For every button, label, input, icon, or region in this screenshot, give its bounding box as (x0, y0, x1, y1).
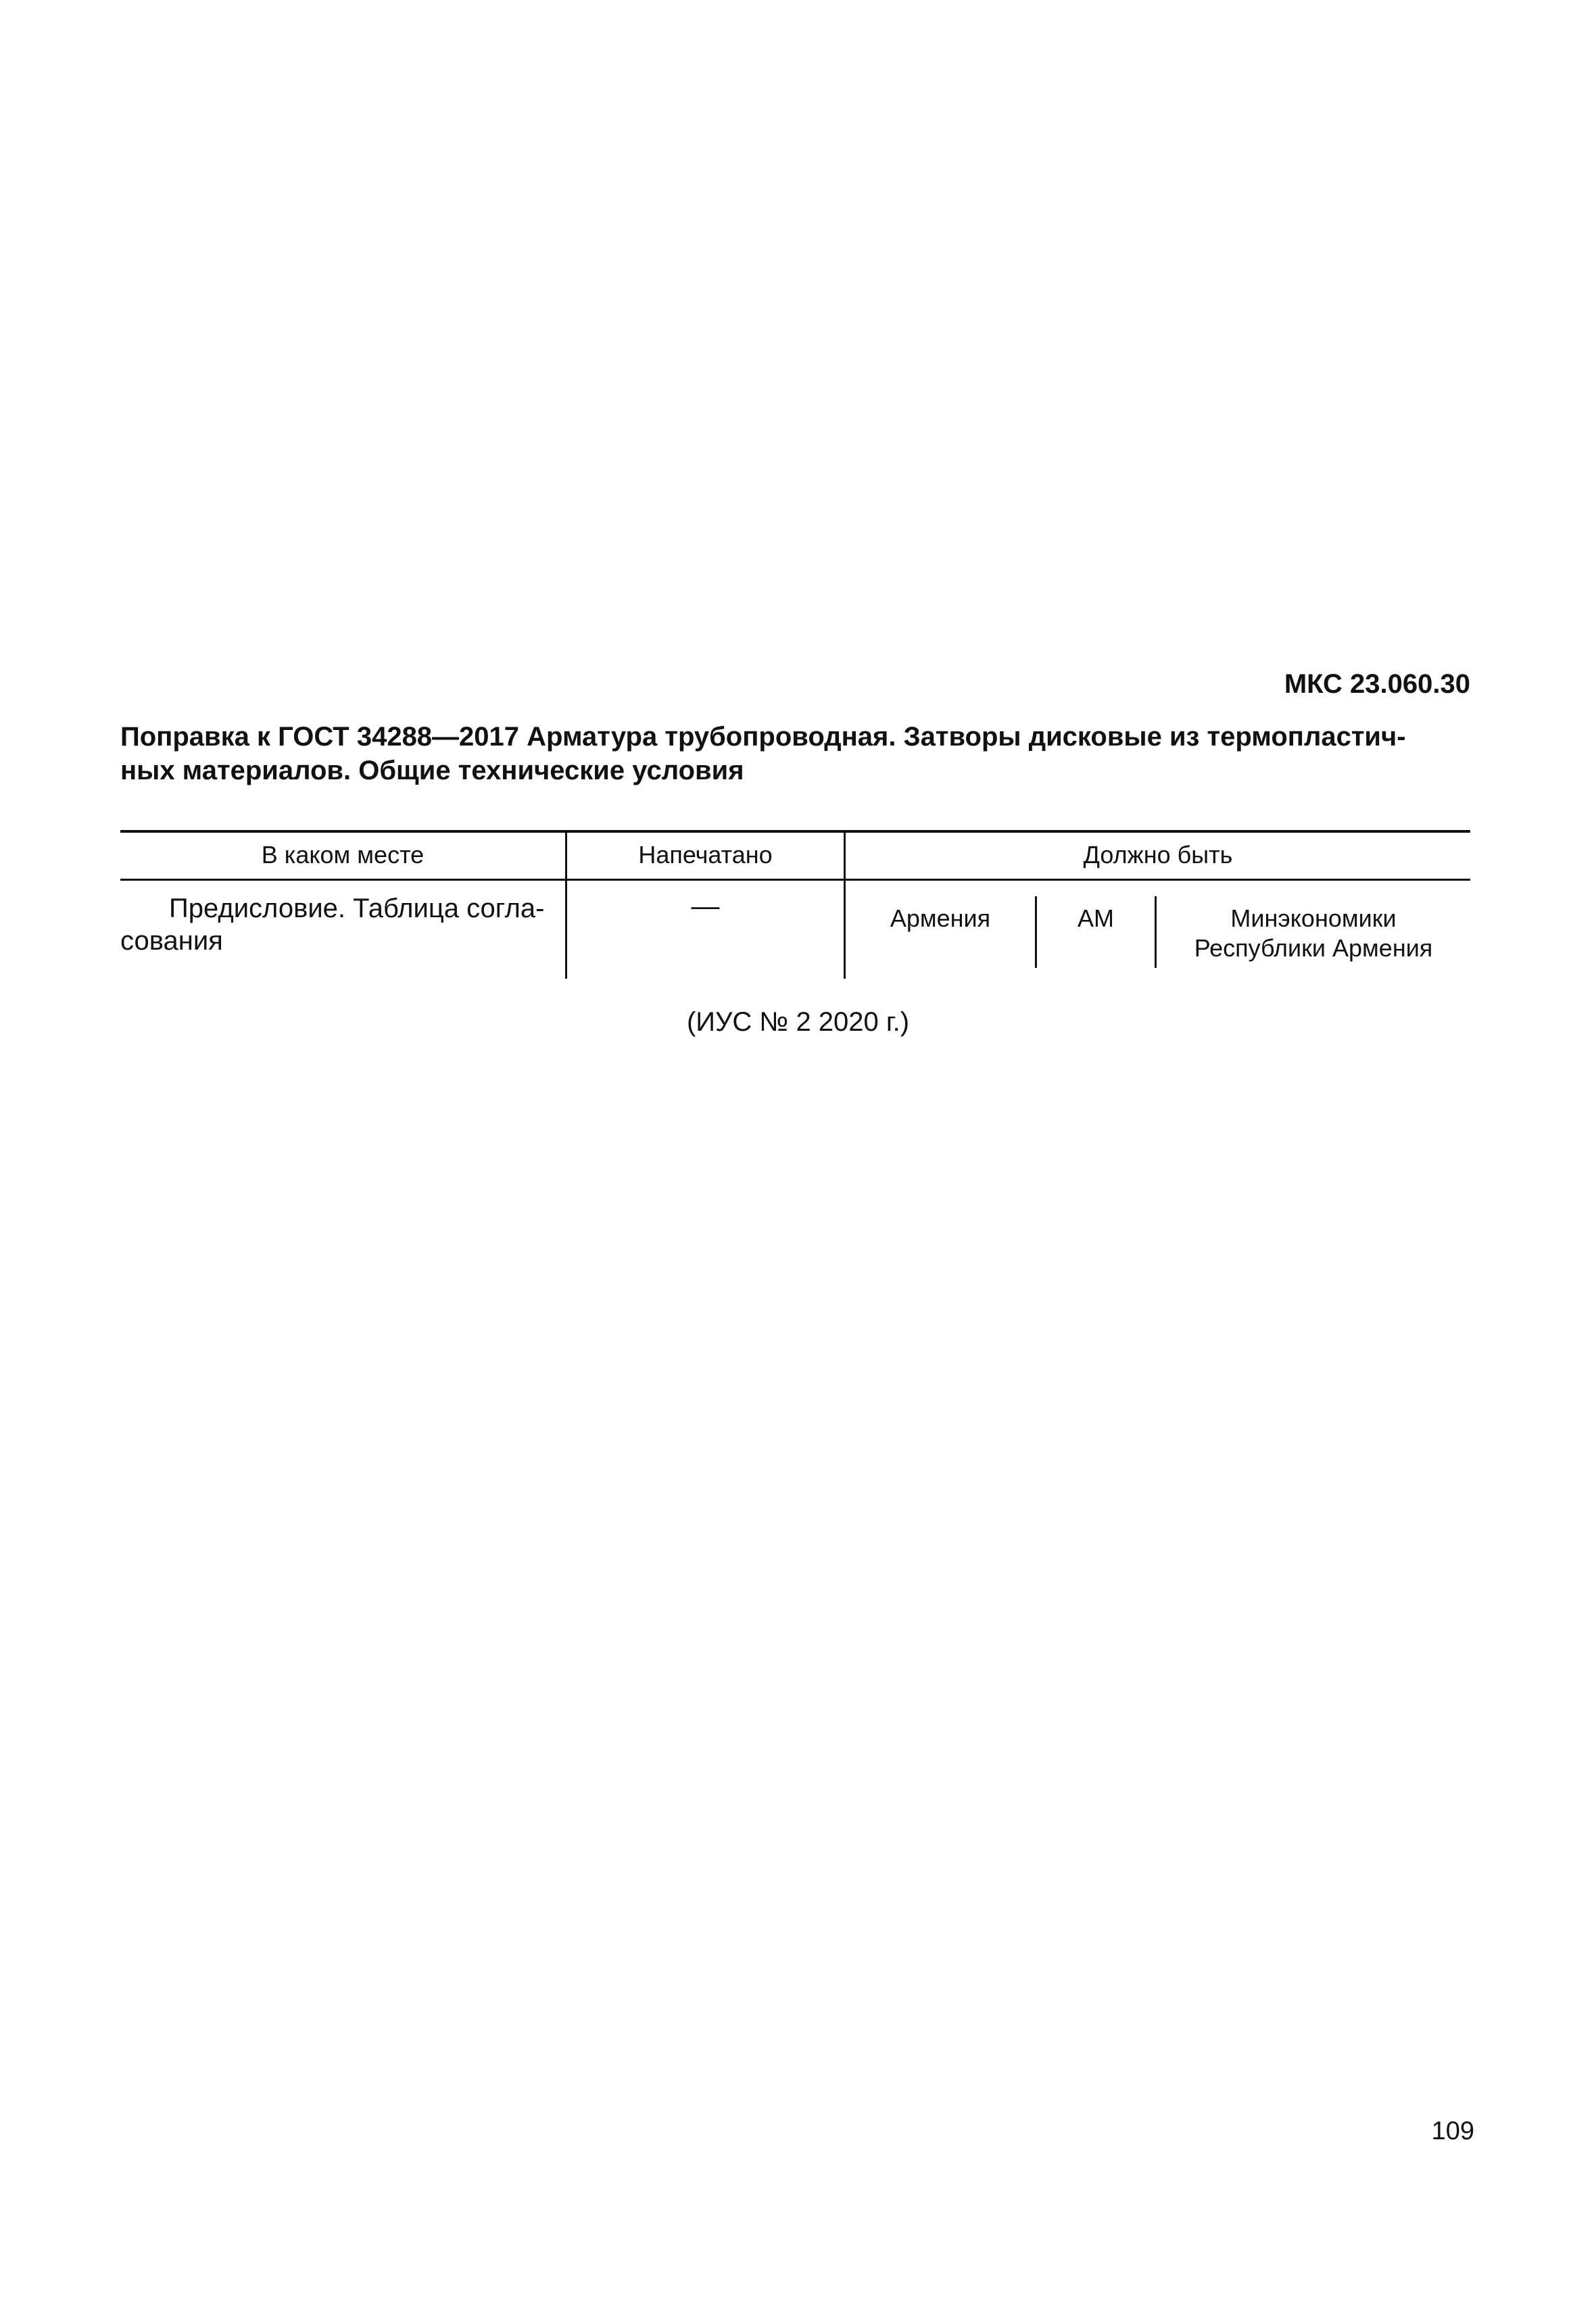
header-where: В каком месте (261, 841, 425, 869)
ius-reference: (ИУС № 2 2020 г.) (686, 1007, 910, 1037)
classification-code: МКС 23.060.30 (1284, 669, 1470, 699)
amendment-title (120, 720, 1472, 787)
agency-line-2: Республики Армения (1194, 934, 1433, 962)
place-line-1: Предисловие. Таблица согла- (169, 894, 545, 923)
header-printed: Напечатано (638, 841, 773, 869)
printed-value: — (691, 890, 720, 921)
country-code-cell: АМ (1078, 904, 1114, 932)
place-line-2: сования (120, 926, 223, 956)
title-line-1: Поправка к ГОСТ 34288—2017 Арматура трубопроводная. Затворы дисковые из термопластич- (120, 722, 1406, 752)
title-line-2: ных материалов. Общие технические условия (120, 756, 744, 785)
table-top-rule (120, 830, 1470, 833)
agency-line-1: Минэкономики (1230, 904, 1397, 932)
page-number: 109 (1431, 2117, 1474, 2145)
amendment-table (120, 830, 1470, 979)
table-header-rule (120, 879, 1470, 881)
header-should-be: Должно быть (1083, 841, 1233, 869)
country-cell: Армения (890, 904, 991, 932)
